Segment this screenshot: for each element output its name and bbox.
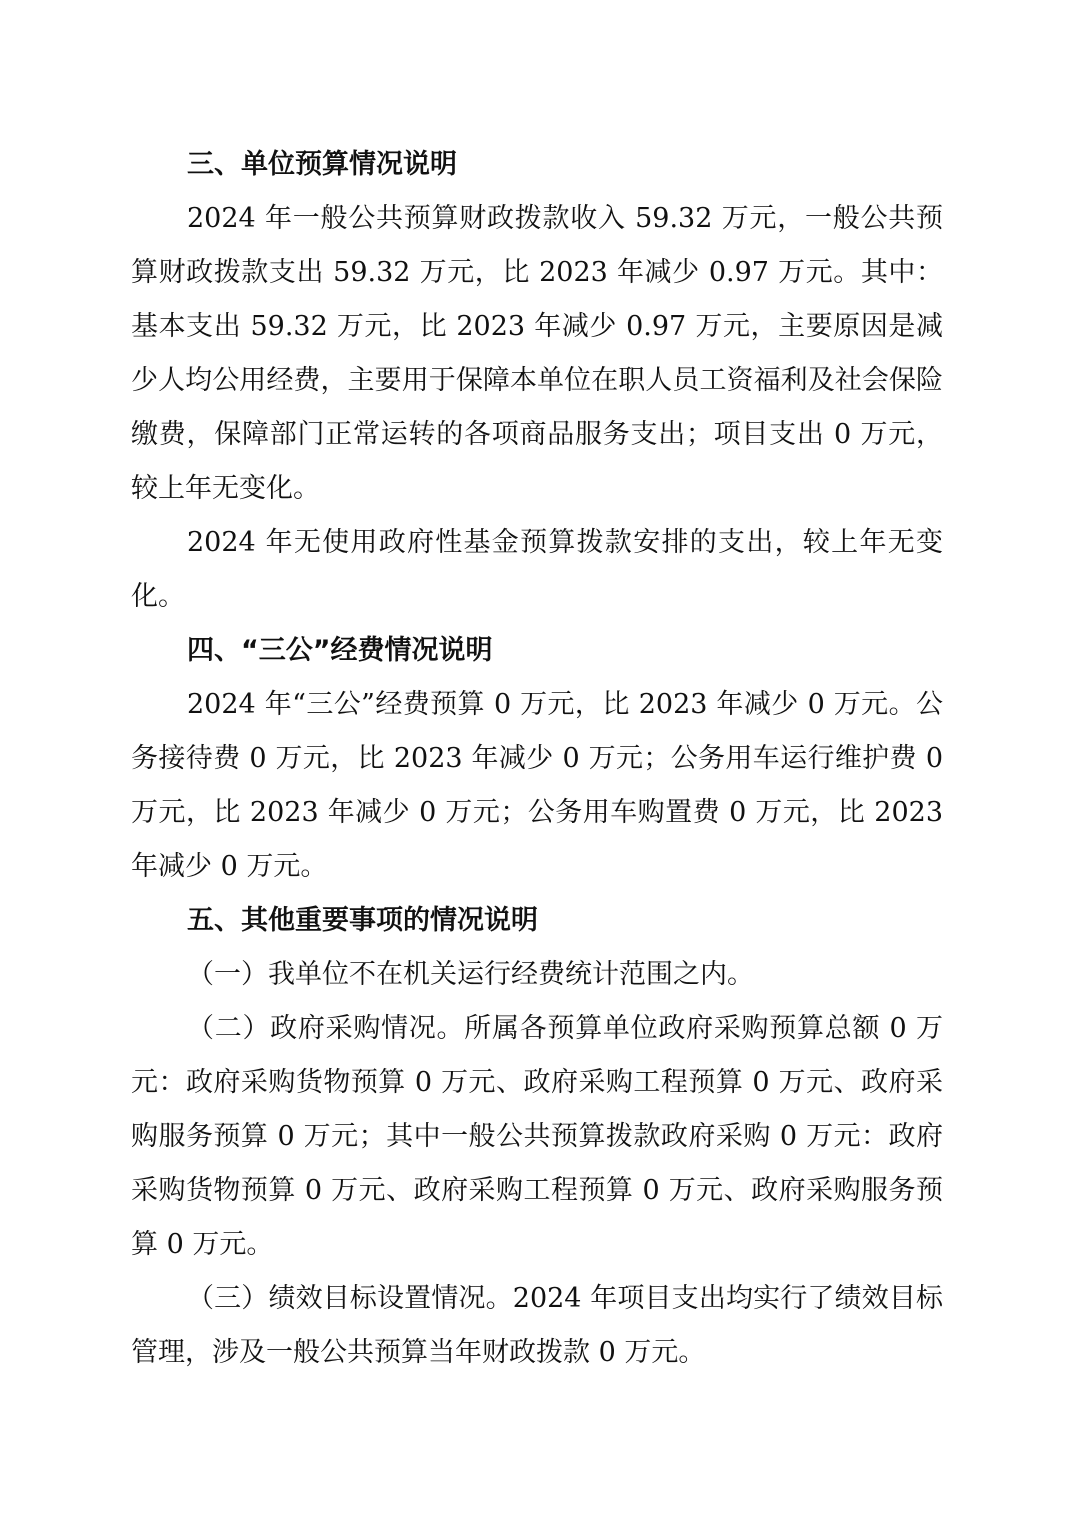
section-5-item-3: （三）绩效目标设置情况。2024 年项目支出均实行了绩效目标管理，涉及一般公共预算当年财政拨款 0 万元。 xyxy=(131,1283,943,1368)
section-3-paragraph-1: 2024 年一般公共预算财政拨款收入 59.32 万元，一般公共预算财政拨款支出 59.32 万元，比 2023 年减少 0.97 万元。其中：基本支出 59.32 万元，比 2023 年减少 0.97 万元，主要原因是减少人均公用经费，主要用于保障本单位在职人员工资福利及社会保险缴费，保障部门正常运转的各项商品服务支出；项目支出 0 万元，较上年无变化。 xyxy=(131,203,943,504)
section-5-item-1: （一）我单位不在机关运行经费统计范围之内。 xyxy=(187,959,754,990)
section-3-paragraph-2: 2024 年无使用政府性基金预算拨款安排的支出，较上年无变化。 xyxy=(131,527,943,612)
section-3-heading: 三、单位预算情况说明 xyxy=(187,149,457,180)
section-4-heading: 四、“三公”经费情况说明 xyxy=(187,635,493,666)
section-4-paragraph-1: 2024 年“三公”经费预算 0 万元，比 2023 年减少 0 万元。公务接待费 0 万元，比 2023 年减少 0 万元；公务用车运行维护费 0 万元，比 2023 年减少 0 万元；公务用车购置费 0 万元，比 2023 年减少 0 万元。 xyxy=(131,689,943,882)
section-5-item-2: （二）政府采购情况。所属各预算单位政府采购预算总额 0 万元：政府采购货物预算 0 万元、政府采购工程预算 0 万元、政府采购服务预算 0 万元；其中一般公共预算拨款政府采购 0 万元：政府采购货物预算 0 万元、政府采购工程预算 0 万元、政府采购服务预算 0 万元。 xyxy=(131,1013,943,1260)
section-5-heading: 五、其他重要事项的情况说明 xyxy=(187,905,538,936)
document-body xyxy=(131,138,943,1380)
